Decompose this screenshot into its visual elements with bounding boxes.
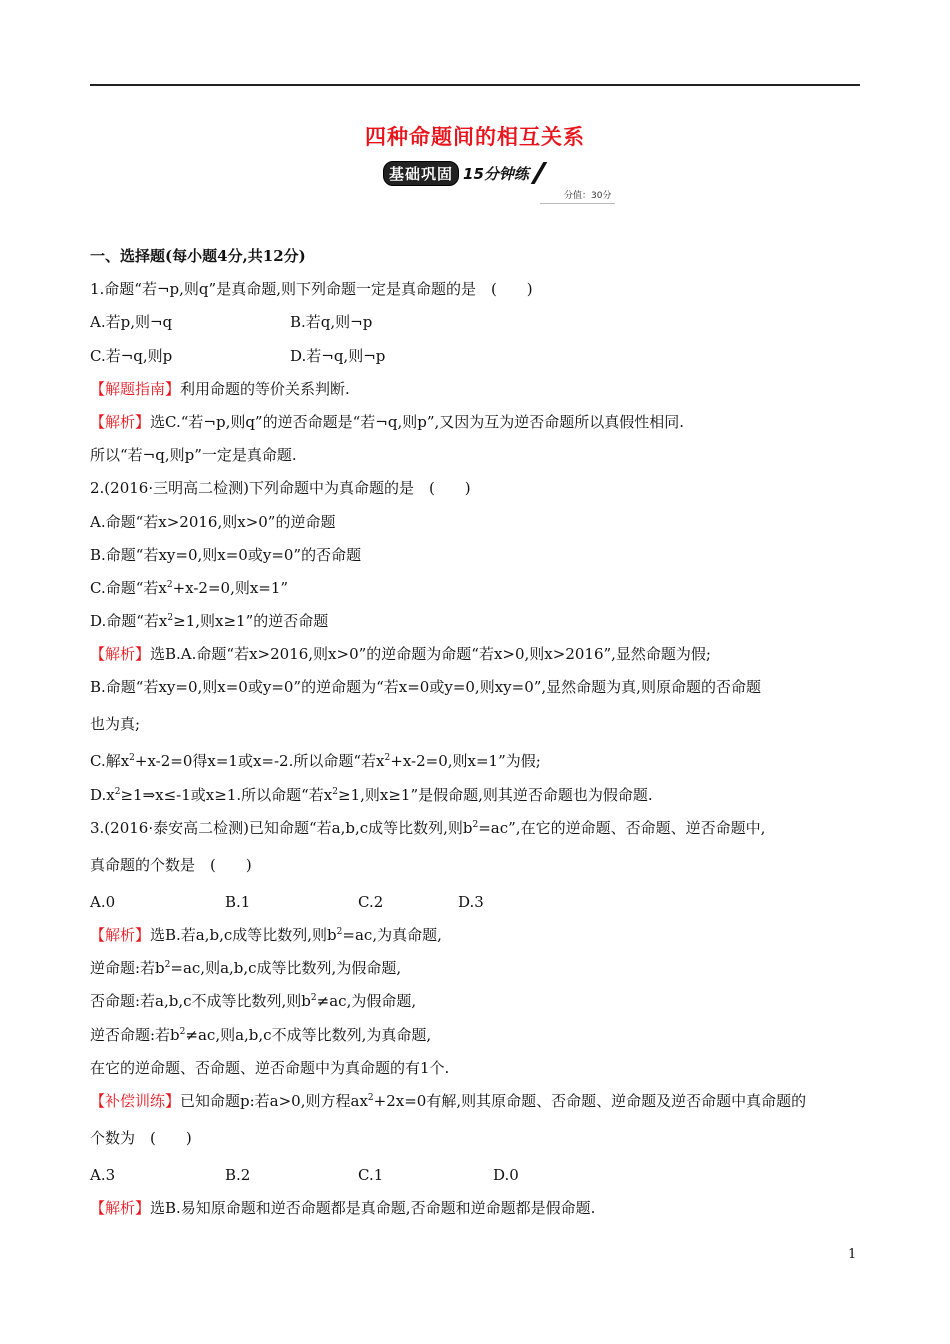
extra-option-a: A.3 xyxy=(90,1165,116,1184)
q2-answer-2: B.命题“若xy=0,则x=0或y=0”的逆命题为“若x=0或y=0,则xy=0”,显然命题为真,则原命题的否命题 xyxy=(90,678,761,697)
extra-answer xyxy=(90,1192,865,1225)
q3-option-a: A.0 xyxy=(90,892,116,911)
answer-text: 选B.A.命题“若x>2016,则x>0”的逆命题为命题“若x>0,则x>2016”,显然命题为假; xyxy=(150,645,711,664)
text: C.解x xyxy=(90,752,130,771)
answer-text: 选C.“若¬p,则q”的逆否命题是“若¬q,则p”,又因为互为逆否命题所以真假性相同. xyxy=(150,412,685,431)
q3-answer-1 xyxy=(90,919,865,952)
text: 逆命题:若b xyxy=(90,959,165,978)
text: 已知命题p:若a>0,则方程ax xyxy=(180,1091,368,1110)
q2-option-c xyxy=(90,572,865,605)
extra-options xyxy=(90,1159,865,1192)
q3-option-c: C.2 xyxy=(358,892,384,911)
q3-answer-4 xyxy=(90,1019,865,1052)
text: =ac,为真命题, xyxy=(342,926,442,944)
document-body xyxy=(90,240,865,1225)
q1-answer-1 xyxy=(90,406,865,439)
text: +2x=0有解,则其原命题、否命题、逆命题及逆否命题中真命题的 xyxy=(373,1091,807,1110)
q2-option-b: B.命题“若xy=0,则x=0或y=0”的否命题 xyxy=(90,545,362,564)
q2-answer-5 xyxy=(90,779,865,812)
q1-option-d: D.若¬q,则¬p xyxy=(290,346,386,365)
q3-options xyxy=(90,886,865,919)
superscript: 2 xyxy=(336,927,343,937)
extra-option-b: B.2 xyxy=(225,1165,251,1184)
superscript: 2 xyxy=(367,1092,374,1103)
badge-time: 15分钟练 xyxy=(463,164,529,183)
guide-tag: 【解题指南】 xyxy=(90,379,181,398)
text: ≥1,则x≥1”的逆否命题 xyxy=(173,612,329,631)
q3-option-b: B.1 xyxy=(225,892,251,911)
q1-stem: 1.命题“若¬p,则q”是真命题,则下列命题一定是真命题的是 ( ) xyxy=(90,280,533,299)
superscript: 2 xyxy=(129,753,135,764)
score-note: 分值：30分 xyxy=(540,188,615,204)
q1-option-b: B.若q,则¬p xyxy=(290,313,373,332)
text: C.命题“若x xyxy=(90,578,167,597)
superscript: 2 xyxy=(166,579,173,590)
section-badge xyxy=(383,162,541,184)
superscript: 2 xyxy=(179,1026,186,1037)
slash-icon xyxy=(531,162,548,184)
q2-answer-1 xyxy=(90,638,865,671)
extra-stem xyxy=(90,1085,865,1122)
q3-answer-5: 在它的逆命题、否命题、逆否命题中为真命题的有1个. xyxy=(90,1058,450,1077)
badge-chip: 基础巩固 xyxy=(383,161,459,186)
text: +x-2=0,则x=1” xyxy=(172,578,289,597)
superscript: 2 xyxy=(384,753,391,764)
q1-answer-2: 所以“若¬q,则p”一定是真命题. xyxy=(90,446,297,465)
extra-stem-2: 个数为 ( ) xyxy=(90,1128,192,1147)
q2-option-d xyxy=(90,605,865,638)
superscript: 2 xyxy=(164,960,171,971)
q1-option-c: C.若¬q,则p xyxy=(90,346,173,365)
superscript: 2 xyxy=(310,993,317,1004)
superscript: 2 xyxy=(167,613,174,624)
text: D.命题“若x xyxy=(90,612,168,631)
text: 否命题:若a,b,c不成等比数列,则b xyxy=(90,992,311,1011)
answer-tag: 【解析】 xyxy=(90,645,151,664)
text: 选B.若a,b,c成等比数列,则b xyxy=(150,926,337,944)
q1-guide xyxy=(90,373,865,406)
q1-options-row1 xyxy=(90,306,865,339)
superscript: 2 xyxy=(472,819,479,830)
q2-stem: 2.(2016·三明高二检测)下列命题中为真命题的是 ( ) xyxy=(90,479,471,498)
q2-option-a: A.命题“若x>2016,则x>0”的逆命题 xyxy=(90,512,336,531)
page-title: 四种命题间的相互关系 xyxy=(365,125,585,149)
superscript: 2 xyxy=(332,786,338,797)
q2-answer-3: 也为真; xyxy=(90,715,141,734)
text: =ac”,在它的逆命题、否命题、逆否命题中, xyxy=(478,818,766,837)
extra-option-c: C.1 xyxy=(358,1165,384,1184)
header-rule xyxy=(90,84,860,86)
text: D.x xyxy=(90,785,115,804)
q3-option-d: D.3 xyxy=(458,892,484,911)
text: ≥1⇒x≤-1或x≥1.所以命题“若x xyxy=(120,785,333,804)
text: ≥1,则x≥1”是假命题,则其逆否命题也为假命题. xyxy=(338,785,653,804)
extra-option-d: D.0 xyxy=(493,1165,519,1184)
q3-answer-2 xyxy=(90,952,865,985)
q3-stem xyxy=(90,812,865,849)
answer-tag: 【解析】 xyxy=(90,412,151,431)
q1-options-row2 xyxy=(90,340,865,373)
text: =ac,则a,b,c成等比数列,为假命题, xyxy=(170,959,402,978)
q1-option-a: A.若p,则¬q xyxy=(90,313,173,332)
text: +x-2=0得x=1或x=-2.所以命题“若x xyxy=(134,752,385,771)
section-heading: 一、选择题(每小题4分,共12分) xyxy=(90,247,306,265)
extra-tag: 【补偿训练】 xyxy=(90,1091,181,1110)
q3-stem-2: 真命题的个数是 ( ) xyxy=(90,855,252,874)
q3-answer-3 xyxy=(90,985,865,1018)
text: +x-2=0,则x=1”为假; xyxy=(390,752,541,771)
text: ≠ac,则a,b,c不成等比数列,为真命题, xyxy=(185,1025,432,1044)
text: ≠ac,为假命题, xyxy=(316,992,417,1011)
answer-text: 选B.易知原命题和逆否命题都是真命题,否命题和逆命题都是假命题. xyxy=(150,1199,596,1218)
text: 3.(2016·泰安高二检测)已知命题“若a,b,c成等比数列,则b xyxy=(90,818,473,837)
superscript: 2 xyxy=(114,786,121,797)
answer-tag: 【解析】 xyxy=(90,1199,151,1218)
page-number: 1 xyxy=(848,1247,857,1262)
text: 逆否命题:若b xyxy=(90,1025,180,1044)
answer-tag: 【解析】 xyxy=(90,926,151,944)
q2-answer-4 xyxy=(90,745,865,778)
guide-text: 利用命题的等价关系判断. xyxy=(180,379,350,398)
